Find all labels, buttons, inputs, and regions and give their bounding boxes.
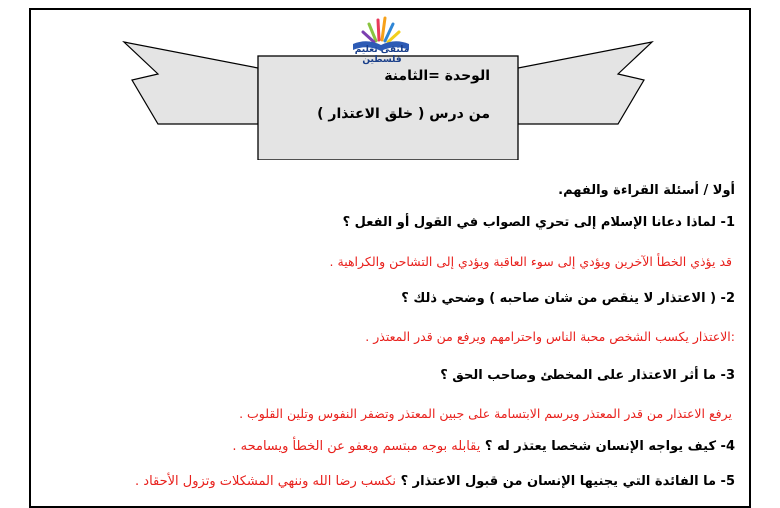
question-1 [45,213,735,233]
question-number: 1- [720,215,735,230]
question-2 [45,289,735,309]
question-number: 2- [720,291,735,306]
question-text: ( الاعتذار لا ينقص من شان صاحبه ) وضحي ذلك ؟ [401,291,717,306]
answer-1: قد يؤذي الخطأ الآخرين ويؤدي إلى سوء العاقبة ويؤدي إلى التشاحن والكراهية . [329,254,732,269]
answer-3: يرفع الاعتذار من قدر المعتذر ويرسم الابتسامة على جبين المعتذر وتضفر النفوس وتلين القلوب . [239,406,732,421]
section-heading: أولا / أسئلة القراءة والفهم. [558,183,735,198]
question-text: ما الفائدة التي يجنيها الإنسان من قبول الاعتذار ؟ [400,474,717,489]
question-number: 4- [720,439,735,454]
question-4 [45,437,735,457]
question-number: 3- [720,368,735,383]
lesson-title: من درس ( خلق الاعتذار ) [317,106,490,122]
question-number: 5- [720,474,735,489]
question-text: كيف يواجه الإنسان شخصا يعتذر له ؟ [484,439,717,454]
question-3 [45,366,735,386]
question-text: لماذا دعانا الإسلام إلى تحري الصواب في القول أو الفعل ؟ [342,215,717,230]
question-5 [45,472,735,492]
logo-text: ملتقى تعليم فلسطين [354,45,410,65]
answer-5: نكسب رضا الله وننهي المشكلات وتزول الأحقاد . [135,474,397,489]
answer-2: :الاعتذار يكسب الشخص محبة الناس واحترامهم ويرفع من قدر المعتذر . [365,329,735,344]
answer-4: يقابله بوجه مبتسم ويعفو عن الخطأ ويسامحه . [232,439,481,454]
question-text: ما أثر الاعتذار على المخطئ وصاحب الحق ؟ [440,368,717,383]
unit-title: الوحدة =الثامنة [384,68,490,84]
